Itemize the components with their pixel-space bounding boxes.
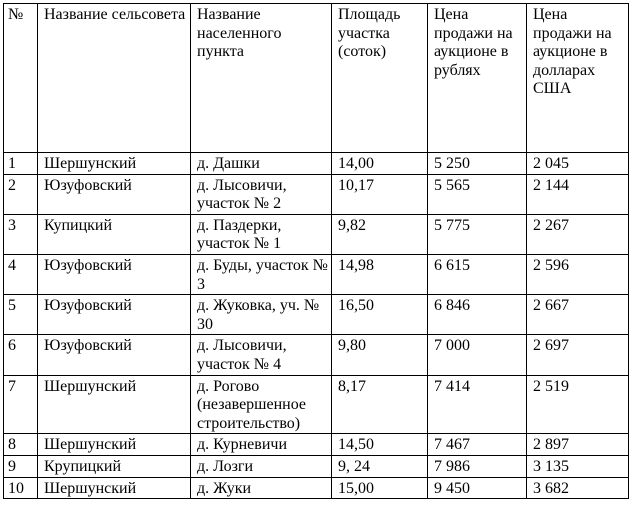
cell-council: Крупицкий — [38, 455, 191, 477]
cell-price-usd: 3 135 — [527, 455, 629, 477]
table-row — [4, 214, 629, 254]
cell-settlement: д. Жуковка, уч. № 30 — [191, 295, 332, 335]
header-plot-area: Площадь участка (соток) — [332, 4, 428, 153]
cell-number: 10 — [4, 477, 38, 499]
cell-settlement: д. Лысовичи, участок № 4 — [191, 335, 332, 375]
cell-price-rubles: 7 986 — [428, 455, 527, 477]
header-council-name: Название сельсовета — [38, 4, 191, 153]
cell-price-rubles: 9 450 — [428, 477, 527, 499]
table-row — [4, 254, 629, 294]
table-row — [4, 375, 629, 434]
table-row — [4, 477, 629, 499]
cell-price-usd: 2 045 — [527, 153, 629, 175]
cell-price-usd: 2 897 — [527, 434, 629, 456]
cell-price-rubles: 7 467 — [428, 434, 527, 456]
cell-price-usd: 2 667 — [527, 295, 629, 335]
cell-council: Шершунский — [38, 477, 191, 499]
cell-price-usd: 3 682 — [527, 477, 629, 499]
header-number: № — [4, 4, 38, 153]
cell-price-usd: 2 267 — [527, 214, 629, 254]
cell-council: Купицкий — [38, 214, 191, 254]
cell-council: Шершунский — [38, 153, 191, 175]
header-price-usd: Цена продажи на аукционе в долларах США — [527, 4, 629, 153]
cell-settlement: д. Лозги — [191, 455, 332, 477]
cell-price-rubles: 7 000 — [428, 335, 527, 375]
cell-price-usd: 2 519 — [527, 375, 629, 434]
auction-table — [3, 3, 629, 499]
cell-price-usd: 2 144 — [527, 174, 629, 214]
cell-price-usd: 2 596 — [527, 254, 629, 294]
cell-council: Юзуфовский — [38, 254, 191, 294]
cell-price-rubles: 7 414 — [428, 375, 527, 434]
cell-area: 10,17 — [332, 174, 428, 214]
cell-area: 14,50 — [332, 434, 428, 456]
cell-number: 7 — [4, 375, 38, 434]
cell-number: 8 — [4, 434, 38, 456]
cell-area: 16,50 — [332, 295, 428, 335]
cell-number: 4 — [4, 254, 38, 294]
cell-area: 8,17 — [332, 375, 428, 434]
table-row — [4, 455, 629, 477]
cell-council: Юзуфовский — [38, 174, 191, 214]
header-row — [4, 4, 629, 153]
cell-council: Шершунский — [38, 375, 191, 434]
header-settlement-name: Название населенного пункта — [191, 4, 332, 153]
cell-number: 1 — [4, 153, 38, 175]
cell-number: 5 — [4, 295, 38, 335]
cell-settlement: д. Жуки — [191, 477, 332, 499]
cell-settlement: д. Рогово (незавершенное строительство) — [191, 375, 332, 434]
cell-area: 15,00 — [332, 477, 428, 499]
cell-settlement: д. Курневичи — [191, 434, 332, 456]
cell-settlement: д. Дашки — [191, 153, 332, 175]
cell-number: 6 — [4, 335, 38, 375]
cell-number: 2 — [4, 174, 38, 214]
cell-number: 3 — [4, 214, 38, 254]
cell-area: 9, 24 — [332, 455, 428, 477]
cell-price-rubles: 5 775 — [428, 214, 527, 254]
table-row — [4, 434, 629, 456]
cell-price-rubles: 5 565 — [428, 174, 527, 214]
cell-council: Юзуфовский — [38, 335, 191, 375]
table-row — [4, 335, 629, 375]
cell-number: 9 — [4, 455, 38, 477]
cell-council: Юзуфовский — [38, 295, 191, 335]
cell-settlement: д. Буды, участок № 3 — [191, 254, 332, 294]
cell-area: 9,80 — [332, 335, 428, 375]
cell-price-rubles: 6 846 — [428, 295, 527, 335]
cell-settlement: д. Лысовичи, участок № 2 — [191, 174, 332, 214]
cell-area: 14,98 — [332, 254, 428, 294]
cell-price-usd: 2 697 — [527, 335, 629, 375]
cell-settlement: д. Паздерки, участок № 1 — [191, 214, 332, 254]
cell-area: 14,00 — [332, 153, 428, 175]
cell-area: 9,82 — [332, 214, 428, 254]
table-row — [4, 153, 629, 175]
cell-price-rubles: 5 250 — [428, 153, 527, 175]
table-row — [4, 174, 629, 214]
table-body — [4, 4, 629, 499]
header-price-rubles: Цена продажи на аукционе в рублях — [428, 4, 527, 153]
cell-council: Шершунский — [38, 434, 191, 456]
table-row — [4, 295, 629, 335]
cell-price-rubles: 6 615 — [428, 254, 527, 294]
